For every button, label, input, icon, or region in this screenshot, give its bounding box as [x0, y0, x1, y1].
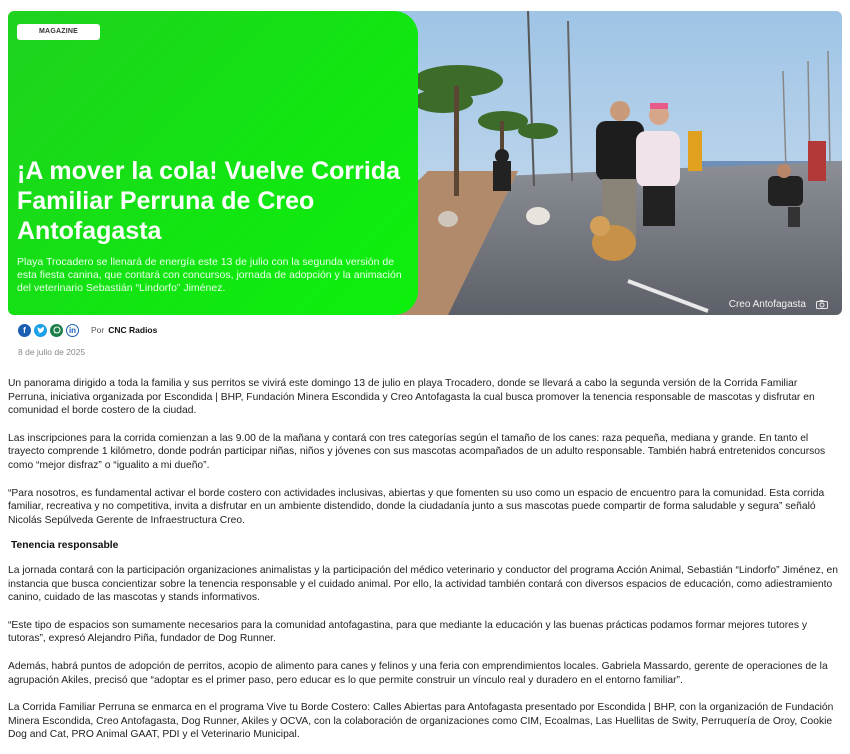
category-badge[interactable]: MAGAZINE — [17, 24, 100, 40]
photo-credit: Creo Antofagasta — [728, 299, 806, 310]
whatsapp-icon[interactable] — [50, 324, 63, 337]
author-name[interactable]: CNC Radios — [108, 325, 158, 335]
article-body — [8, 377, 838, 754]
article-paragraph: “Este tipo de espacios son sumamente necesarios para la comunidad antofagastina, para que mediante la educación y las buenas prácticas podamos formar mejores tutores y tutoras”, expresó Alejandro Piña, fundador de Dog Runner. — [8, 619, 808, 645]
article-paragraph: La Corrida Familiar Perruna se enmarca en el programa Vive tu Borde Costero: Calles Abiertas para Antofagasta presentado por Escondida | BHP, con la organización de Fundación Minera Escondida, Creo Antofagasta, Dog Runner, Akiles y OCVA, con la colaboración de organizaciones como CIM, Ecoalmas, Las Huellitas de Swity, Perruquería de Oroy, Cookie Dog and Cat, PRO Animal GAAT, PDI y el Veterinario Municipal. — [8, 702, 834, 741]
hero-banner — [8, 11, 842, 315]
article-paragraph: Además, habrá puntos de adopción de perritos, acopio de alimento para canes y felinos y una feria con emprendimientos locales. Gabriela Massardo, gerente de operaciones de la agrupación Akiles, precisó que “adoptar es el primer paso, pero educar es lo que permite construir un vínculo real y duradero en el entorno familiar”. — [8, 660, 828, 686]
byline-label: Por — [91, 325, 105, 335]
article-lead: Playa Trocadero se llenará de energía este 13 de julio con la segunda versión de esta fiesta canina, que contará con concursos, jornada de adopción y la animación del veterinario Sebastián “Lindorfo” Jiménez. — [17, 256, 402, 294]
article-paragraph: “Para nosotros, es fundamental activar el borde costero con actividades inclusivas, abiertas y que fomenten su uso como un espacio de encuentro para la comunidad. Esta corrida familiar, recreativa y no competitiva, invita a disfrutar en un ambiente distendido, donde la ciudadanía junto a sus mascotas puede compartir de forma saludable y segura” señaló Nicolás Sepúlveda Gerente de Infraestructura Creo. — [8, 487, 825, 526]
article-paragraph: La jornada contará con la participación organizaciones animalistas y la participación del médico veterinario y conductor del programa Acción Animal, Sebastián “Lindorfo” Jiménez, en instancia que busca concientizar sobre la tenencia responsable y el cuidado animal. Por ello, la actividad también contará con diversos espacios de educación, como adiestramiento canino, cuidado de las mascotas y stands informativos. — [8, 564, 838, 604]
hero-headline-panel — [8, 11, 418, 315]
article-title: ¡A mover la cola! Vuelve Corrida Familiar Perruna de Creo Antofagasta — [17, 157, 400, 245]
linkedin-icon[interactable]: in — [66, 324, 79, 337]
byline-row — [18, 323, 157, 337]
hero-photo — [388, 11, 842, 315]
article-paragraph: Las inscripciones para la corrida comienzan a las 9.00 de la mañana y contará con tres categorías según el tamaño de los canes: raza pequeña, mediana y grande. En tanto el trayecto comprende 1 kilómetro, donde podrán participar niñas, niños y jóvenes con sus mascotas acompañados de un adulto responsable. También habrá entretenidos concursos como “mejor disfraz” o “igualito a mi dueño”. — [8, 432, 826, 471]
article-subheading: Tenencia responsable — [11, 540, 119, 552]
publish-date: 8 de julio de 2025 — [18, 347, 86, 357]
facebook-icon[interactable]: f — [18, 324, 31, 337]
article-paragraph: Un panorama dirigido a toda la familia y sus perritos se vivirá este domingo 13 de julio en playa Trocadero, donde se llevará a cabo la segunda versión de la Corrida Familiar Perruna, iniciativa organizada por Escondida | BHP, Fundación Minera Escondida y Creo Antofagasta la cual busca promover la tenencia responsable de mascotas y disfrutar en comunidad el borde costero de la ciudad. — [8, 378, 815, 417]
hero-photo-illustration — [388, 11, 842, 315]
camera-icon — [816, 300, 828, 309]
twitter-icon[interactable] — [34, 324, 47, 337]
